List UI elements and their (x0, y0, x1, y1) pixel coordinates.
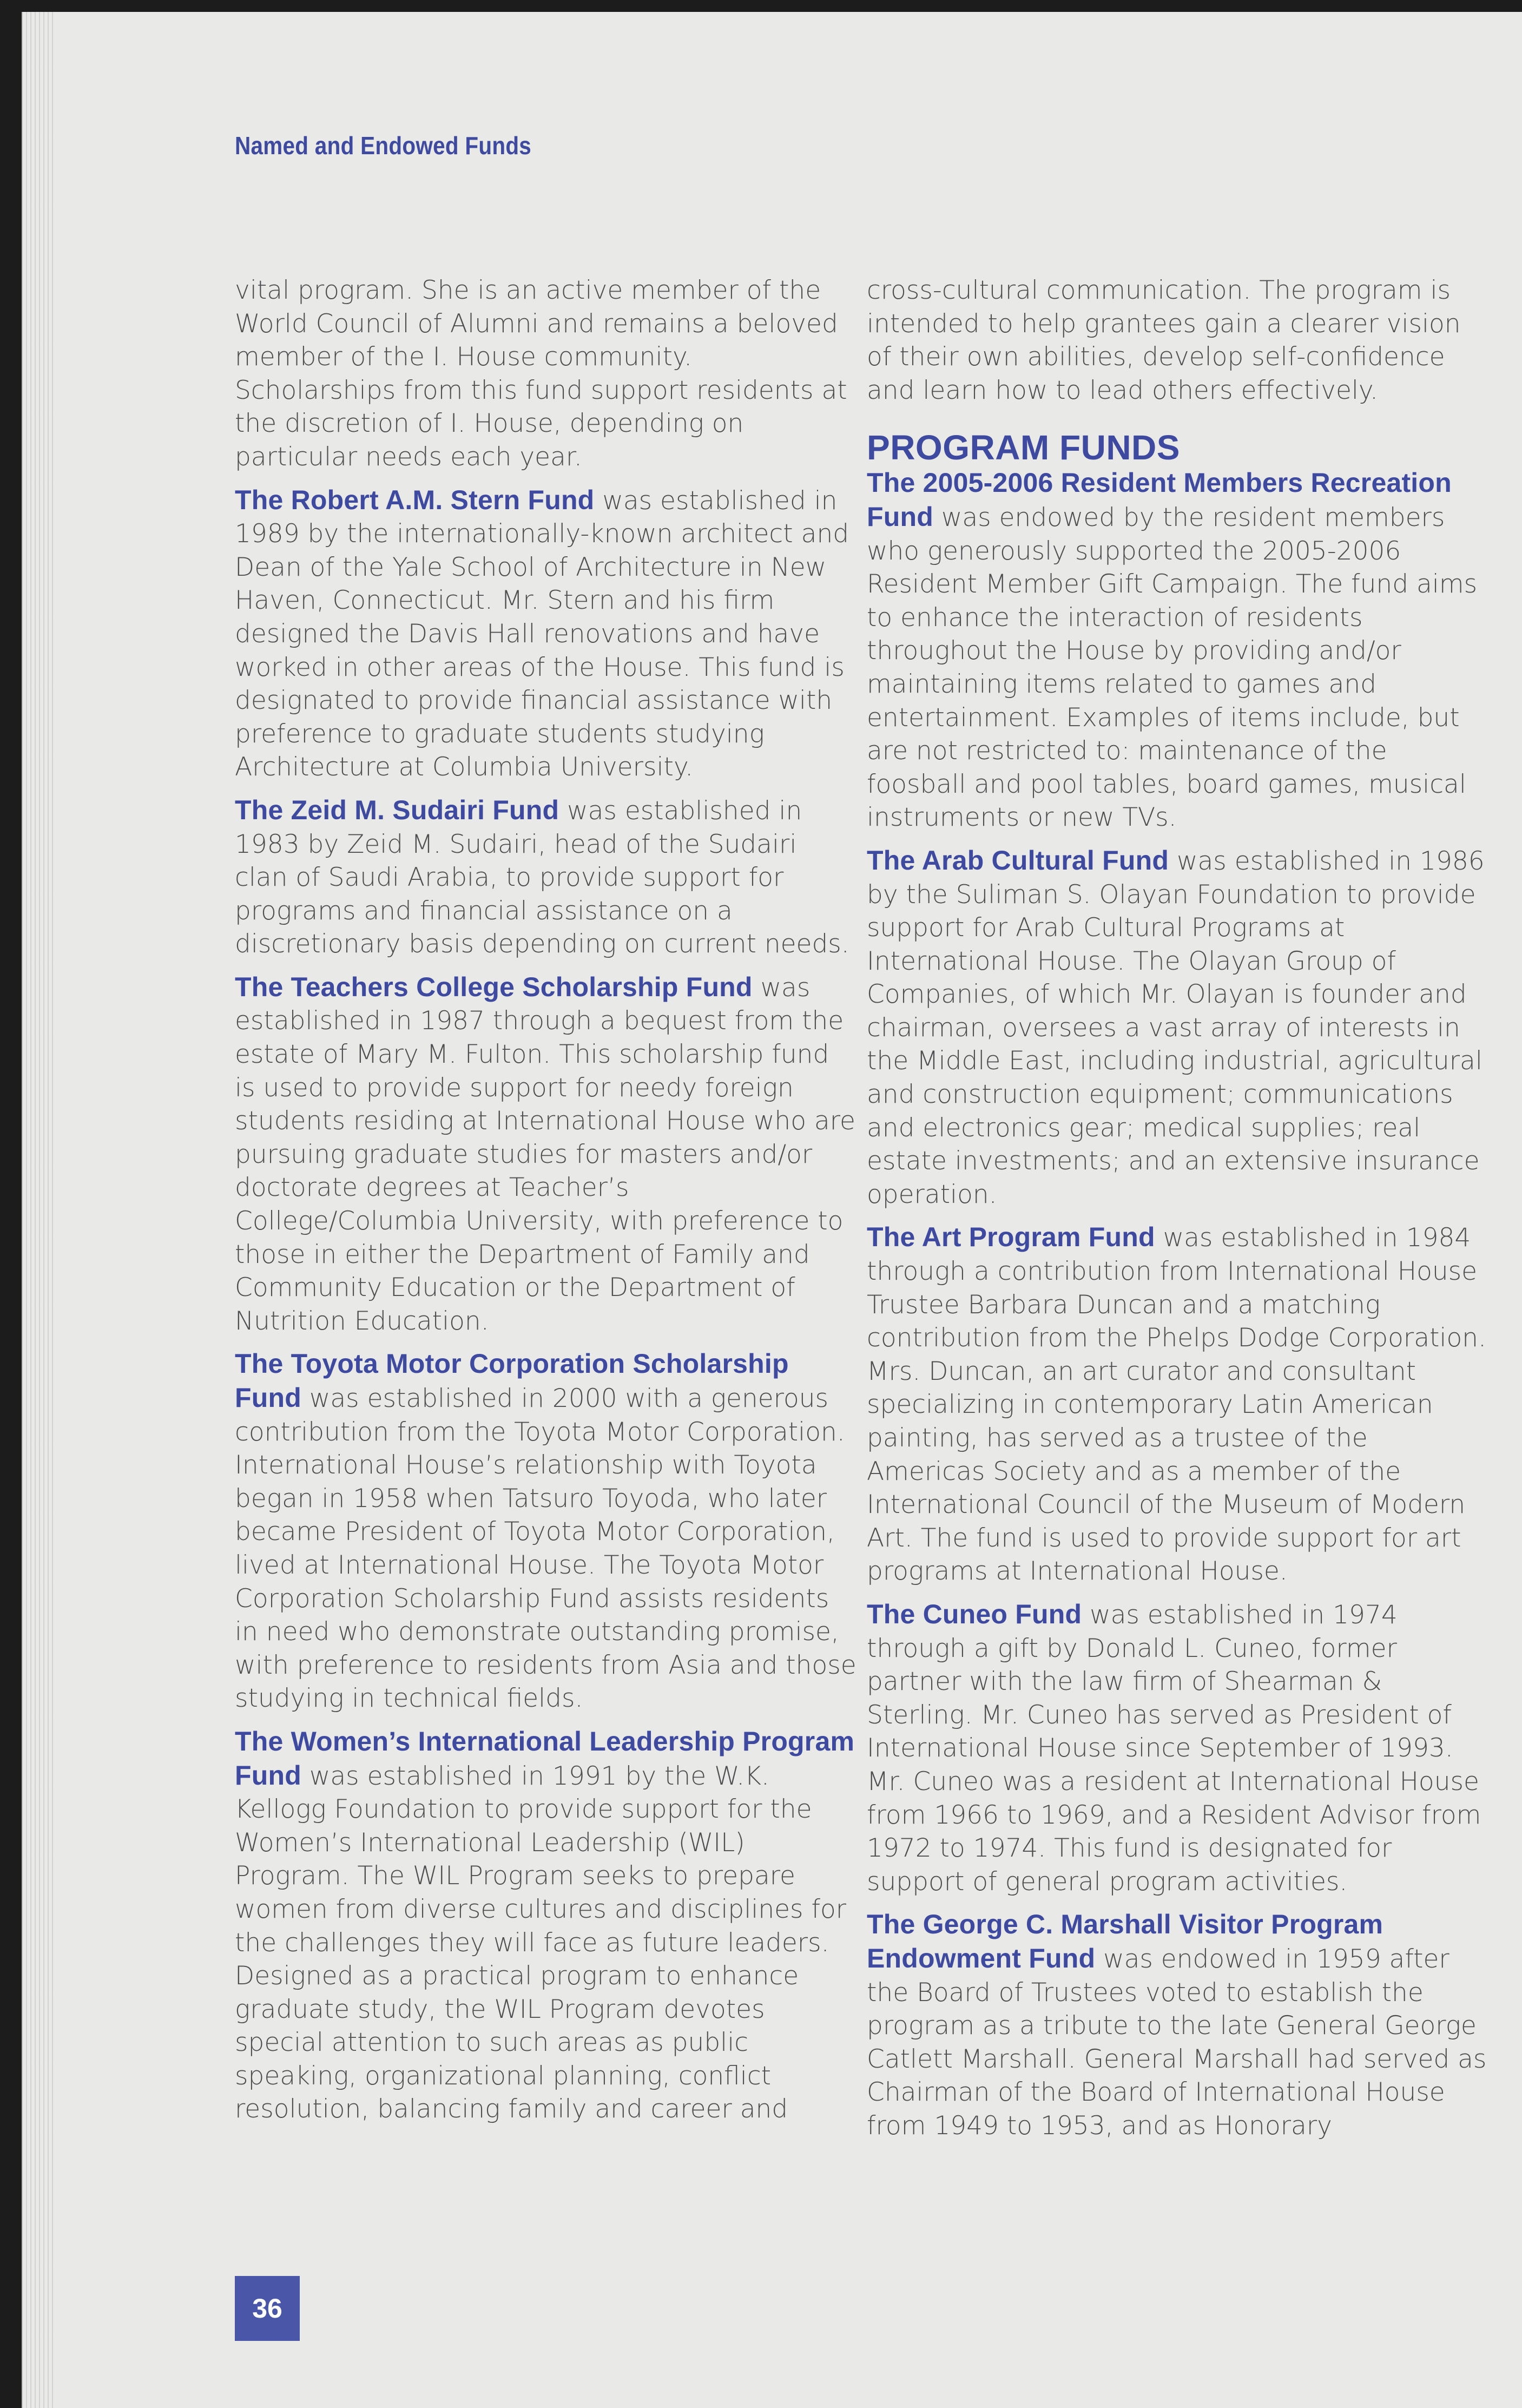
fund-paragraph (867, 466, 1489, 834)
fund-description: was established in 1984 through a contribution from International House Trustee Barbara Duncan and a matching contribution from the Phelps Dodge Corporation. Mrs. Duncan, an art curator and consultant specializing in contemporary Latin American painting, has served as a trustee of the Americas Society and as a member of the International Council of the Museum of Modern Art. The fund is used to provide support for art programs at International House. (867, 1223, 1486, 1587)
fund-description: was established in 1983 by Zeid M. Sudairi, head of the Sudairi clan of Saudi Arabia, to provide support for programs and financial assistance on a discretionary basis depending on current needs. (235, 795, 849, 959)
fund-name: The Zeid M. Sudairi Fund (235, 794, 559, 825)
fund-paragraph (867, 1908, 1489, 2142)
fund-name: The Toyota Motor Corporation Scholarship Fund (235, 1348, 789, 1413)
fund-paragraph (867, 1598, 1489, 1898)
fund-name: The Cuneo Fund (867, 1598, 1082, 1629)
fund-paragraph (235, 971, 857, 1338)
fund-description: was established in 1991 by the W.K. Kellogg Foundation to provide support for the Women’s International Leadership (WIL) Program. The WIL Program seeks to prepare women from diverse cultures and disciplines for the challenges they will face as future leaders. Designed as a practical program to enhance graduate study, the WIL Program devotes special attention to such areas as public speaking, organizational planning, conflict resolution, balancing family and career and (235, 1761, 847, 2124)
fund-name: The Art Program Fund (867, 1222, 1155, 1253)
fund-paragraph (235, 794, 857, 961)
fund-name: The Teachers College Scholarship Fund (235, 971, 753, 1002)
fund-name: The Women’s International Leadership Program Fund (235, 1726, 855, 1791)
fund-paragraph (235, 1725, 857, 2126)
fund-name: The 2005-2006 Resident Members Recreation Fund (867, 468, 1452, 532)
section-heading: PROGRAM FUNDS (867, 428, 1180, 468)
left-column (235, 274, 857, 2136)
fund-name: The Arab Cultural Fund (867, 845, 1169, 876)
fund-name: The Robert A.M. Stern Fund (235, 484, 595, 515)
fund-paragraph (235, 484, 857, 784)
fund-description: was established in 2000 with a generous contribution from the Toyota Motor Corporation. International House’s relationship with Toyota began in 1958 when Tatsuro Toyoda, who later became President of Toyota Motor Corporation, lived at International House. The Toyota Motor Corporation Scholarship Fund assists residents in need who demonstrate outstanding promise, with preference to residents from Asia and those studying in technical fields. (235, 1384, 856, 1714)
page-edge-lines (23, 12, 55, 2408)
left-intro-paragraph: vital program. She is an active member of the World Council of Alumni and remains a beloved member of the I. House community. Scholarships from this fund support residents at the discretion of I. House, depending on particular needs each year. (235, 275, 847, 472)
document-page (22, 12, 1522, 2408)
right-column (867, 274, 1489, 2152)
fund-description: was endowed in 1959 after the Board of Trustees voted to establish the program as a tribute to the late General George Catlett Marshall. General Marshall had served as Chairman of the Board of International House from 1949 to 1953, and as Honorary (867, 1944, 1487, 2141)
right-intro-paragraph: cross-cultural communication. The program is intended to help grantees gain a clearer vision of their own abilities, develop self-confidence and learn how to lead others effectively. (867, 275, 1461, 405)
fund-description: was established in 1974 through a gift by Donald L. Cuneo, former partner with the law firm of Shearman & Sterling. Mr. Cuneo has served as President of International House since September of 1993. Mr. Cuneo was a resident at International House from 1966 to 1969, and a Resident Advisor from 1972 to 1974. This fund is designated for support of general program activities. (867, 1600, 1481, 1897)
fund-description: was endowed by the resident members who generously supported the 2005-2006 Resident Member Gift Campaign. The fund aims to enhance the interaction of residents throughout the House by providing and/or maintaining items related to games and entertainment. Examples of items include, but are not restricted to: maintenance of the foosball and pool tables, board games, musical instruments or new TVs. (867, 502, 1478, 833)
fund-paragraph (867, 844, 1489, 1212)
page-number-badge: 36 (235, 2276, 300, 2341)
fund-paragraph (235, 1347, 857, 1715)
fund-description: was established in 1987 through a bequest from the estate of Mary M. Fulton. This scholarship fund is used to provide support for needy foreign students residing at International House who are pursuing graduate studies for masters and/or doctorate degrees at Teacher’s College/Columbia University, with preference to those in either the Department of Family and Community Education or the Department of Nutrition Education. (235, 972, 855, 1336)
fund-description: was established in 1989 by the internationally-known architect and Dean of the Yale School of Architecture in New Haven, Connecticut. Mr. Stern and his firm designed the Davis Hall renovations and have worked in other areas of the House. This fund is designated to provide financial assistance with preference to graduate students studying Architecture at Columbia University. (235, 485, 849, 782)
running-head: Named and Endowed Funds (235, 131, 532, 160)
fund-name: The George C. Marshall Visitor Program Endowment Fund (867, 1909, 1383, 1973)
fund-paragraph (867, 1221, 1489, 1588)
fund-description: was established in 1986 by the Suliman S. Olayan Foundation to provide support for Arab Cultural Programs at International House. The Olayan Group of Companies, of which Mr. Olayan is founder and chairman, oversees a vast array of interests in the Middle East, including industrial, agricultural and construction equipment; communications and electronics gear; medical supplies; real estate investments; and an extensive insurance operation. (867, 846, 1485, 1209)
